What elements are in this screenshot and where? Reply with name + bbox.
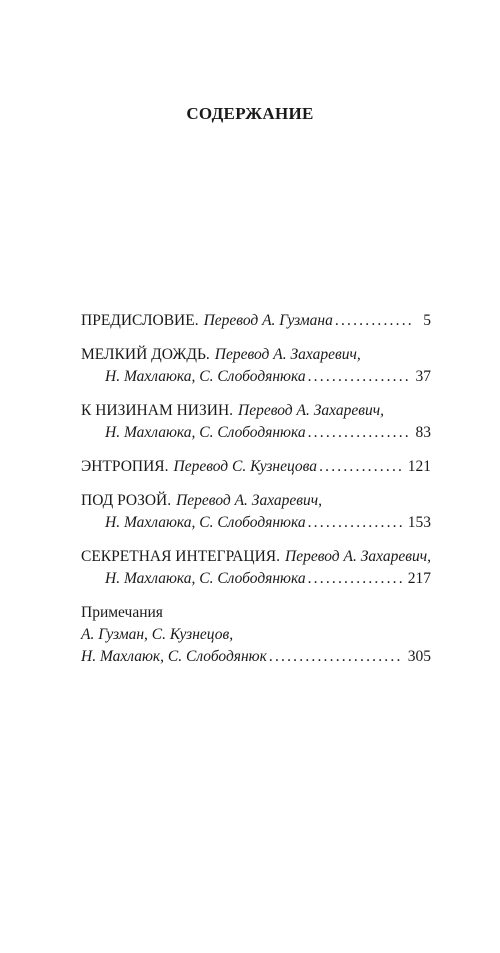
toc-entry-authors: А. Гузман, С. Кузнецов, [81,626,234,643]
table-of-contents [81,310,431,668]
toc-entry-title: СЕКРЕТНАЯ ИНТЕГРАЦИЯ. [81,548,281,565]
toc-entry-translator: Перевод А. Захаревич, [214,346,361,363]
toc-entry-translator: Перевод А. Гузмана [203,312,333,329]
toc-entry-page: 83 [415,424,431,441]
page-title: СОДЕРЖАНИЕ [186,104,314,123]
dot-leader [335,310,415,332]
toc-entry-title: ПРЕДИСЛОВИЕ. [81,312,199,329]
toc-entry-title: К НИЗИНАМ НИЗИН. [81,402,234,419]
dot-leader [308,568,402,590]
toc-entry-entropy[interactable] [81,456,431,478]
toc-entry-secret-integration[interactable] [81,546,431,590]
toc-entry-page: 37 [415,368,431,385]
toc-entry-translator: Н. Махлаюка, С. Слободянюка [105,514,306,531]
toc-entry-translator: Перевод С. Кузнецова [173,458,318,475]
dot-leader [308,422,410,444]
dot-leader [319,456,402,478]
toc-entry-notes[interactable] [81,602,431,668]
toc-entry-preface[interactable] [81,310,431,332]
toc-entry-translator: Перевод А. Захаревич, [176,492,323,509]
dot-leader [308,366,410,388]
toc-entry-page: 217 [407,570,431,587]
toc-entry-authors: Н. Махлаюк, С. Слободянюк [81,648,267,665]
dot-leader [308,512,402,534]
toc-entry-page: 121 [407,458,431,475]
toc-entry-low-lands[interactable] [81,400,431,444]
toc-entry-under-the-rose[interactable] [81,490,431,534]
toc-entry-small-rain[interactable] [81,344,431,388]
toc-entry-page: 153 [407,514,431,531]
toc-entry-title: МЕЛКИЙ ДОЖДЬ. [81,346,210,363]
toc-entry-title: Примечания [81,604,163,621]
toc-entry-translator: Перевод А. Захаревич, [238,402,384,419]
dot-leader [269,646,402,668]
toc-entry-title: ЭНТРОПИЯ. [81,458,169,475]
toc-entry-page: 305 [407,648,431,665]
toc-entry-translator: Н. Махлаюка, С. Слободянюка [105,368,306,385]
toc-entry-title: ПОД РОЗОЙ. [81,492,172,509]
toc-entry-translator: Перевод А. Захаревич, [285,548,431,565]
toc-entry-translator: Н. Махлаюка, С. Слободянюка [105,570,306,587]
toc-entry-translator: Н. Махлаюка, С. Слободянюка [105,424,306,441]
toc-entry-page: 5 [423,312,431,329]
